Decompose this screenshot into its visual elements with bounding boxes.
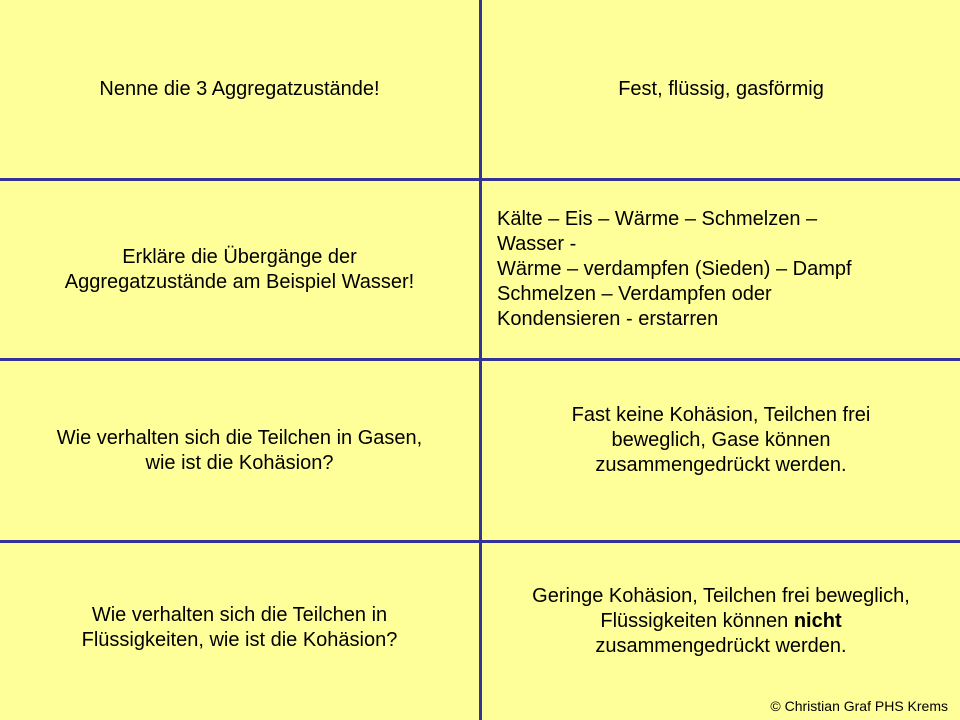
answer-line: Kälte – Eis – Wärme – Schmelzen – xyxy=(497,208,818,230)
question-text xyxy=(57,426,422,476)
question-card-1 xyxy=(0,0,479,178)
question-line: Wie verhalten sich die Teilchen in xyxy=(91,603,388,626)
question-line: Aggregatzustände am Beispiel Wasser! xyxy=(64,270,415,293)
question-card-2 xyxy=(0,181,479,358)
answer-line: Schmelzen – Verdampfen oder xyxy=(497,283,772,305)
answer-line: zusammengedrückt werden. xyxy=(595,635,847,657)
answer-text xyxy=(572,403,871,478)
question-text xyxy=(65,245,414,295)
question-text: Nenne die 3 Aggregatzustände! xyxy=(99,77,380,100)
answer-text xyxy=(497,207,852,332)
answer-card-3 xyxy=(482,361,960,540)
answer-line xyxy=(532,609,910,634)
answer-line: Fast keine Kohäsion, Teilchen frei xyxy=(571,404,871,426)
question-line: Flüssigkeiten, wie ist die Kohäsion? xyxy=(81,628,398,651)
question-line: Erkläre die Übergänge der xyxy=(122,245,357,268)
answer-line-part: Flüssigkeiten können xyxy=(600,610,794,632)
answer-card-1 xyxy=(482,0,960,178)
question-card-3 xyxy=(0,361,479,540)
copyright-footer: © Christian Graf PHS Krems xyxy=(770,698,948,714)
question-line: wie ist die Kohäsion? xyxy=(145,451,334,474)
answer-text: Fest, flüssig, gasförmig xyxy=(618,77,824,100)
question-card-4 xyxy=(0,543,479,720)
answer-card-4 xyxy=(482,543,960,720)
answer-line: Wasser - xyxy=(497,233,577,255)
answer-line: Geringe Kohäsion, Teilchen frei beweglich, xyxy=(532,585,910,607)
question-text xyxy=(82,603,398,653)
answer-line: Kondensieren - erstarren xyxy=(497,308,719,330)
answer-line: Wärme – verdampfen (Sieden) – Dampf xyxy=(497,258,852,280)
answer-text xyxy=(532,584,910,659)
question-line: Wie verhalten sich die Teilchen in Gasen, xyxy=(56,426,423,449)
answer-line: zusammengedrückt werden. xyxy=(595,454,847,476)
answer-line: beweglich, Gase können xyxy=(611,429,831,451)
answer-card-2 xyxy=(482,181,960,358)
emphasis-text: nicht xyxy=(793,610,842,632)
